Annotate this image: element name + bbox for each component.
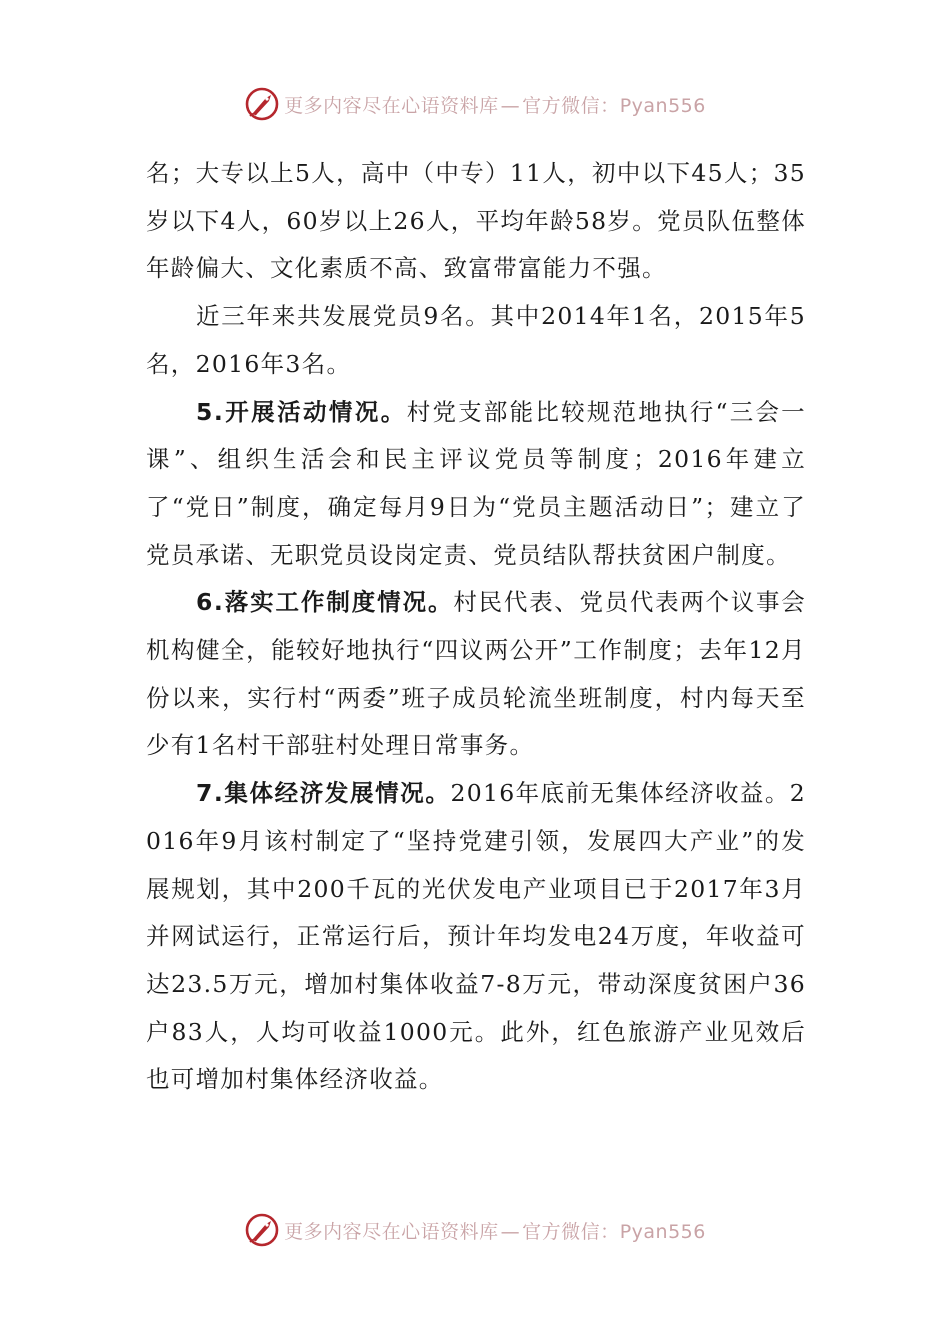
paragraph-work-system: 6.落实工作制度情况。村民代表、党员代表两个议事会机构健全，能较好地执行“四议两公开”工作制度；去年12月份以来，实行村“两委”班子成员轮流坐班制度，村内每天至少有1名村干部驻村处理日常事务。 (146, 588, 806, 760)
section-heading-6: 6.落实工作制度情况。 (196, 588, 454, 617)
paragraph-activities: 5.开展活动情况。村党支部能比较规范地执行“三会一课”、组织生活会和民主评议党员等制度；2016年建立了“党日”制度，确定每月9日为“党员主题活动日”；建立了党员承诺、无职党员设岗定责、党员结队帮扶贫困户制度。 (146, 397, 806, 569)
pen-nib-logo-icon (244, 1212, 280, 1248)
footer-watermark (0, 1208, 950, 1252)
section-heading-5: 5.开展活动情况。 (196, 397, 407, 426)
document-body (146, 150, 806, 1104)
watermark-text: 更多内容尽在心语资料库 — 官方微信：Pyan556 (284, 94, 706, 117)
watermark-text: 更多内容尽在心语资料库 — 官方微信：Pyan556 (284, 1220, 706, 1243)
paragraph-collective-economy: 7.集体经济发展情况。2016年底前无集体经济收益。2016年9月该村制定了“坚持党建引领，发展四大产业”的发展规划，其中200千瓦的光伏发电产业项目已于2017年3月并网试运行，正常运行后，预计年均发电24万度，年收益可达23.5万元，增加村集体收益7-8万元，带动深度贫困户36户83人，人均可收益1000元。此外，红色旅游产业见效后也可增加村集体经济收益。 (146, 779, 807, 1094)
section-heading-7: 7.集体经济发展情况。 (196, 779, 451, 808)
pen-nib-logo-icon (244, 86, 280, 122)
paragraph-party-member-stats: 名；大专以上5人，高中（中专）11人，初中以下45人；35岁以下4人，60岁以上26人，平均年龄58岁。党员队伍整体年龄偏大、文化素质不高、致富带富能力不强。 (146, 159, 806, 283)
header-watermark (0, 82, 950, 126)
paragraph-recruitment: 近三年来共发展党员9名。其中2014年1名，2015年5名，2016年3名。 (146, 302, 806, 378)
